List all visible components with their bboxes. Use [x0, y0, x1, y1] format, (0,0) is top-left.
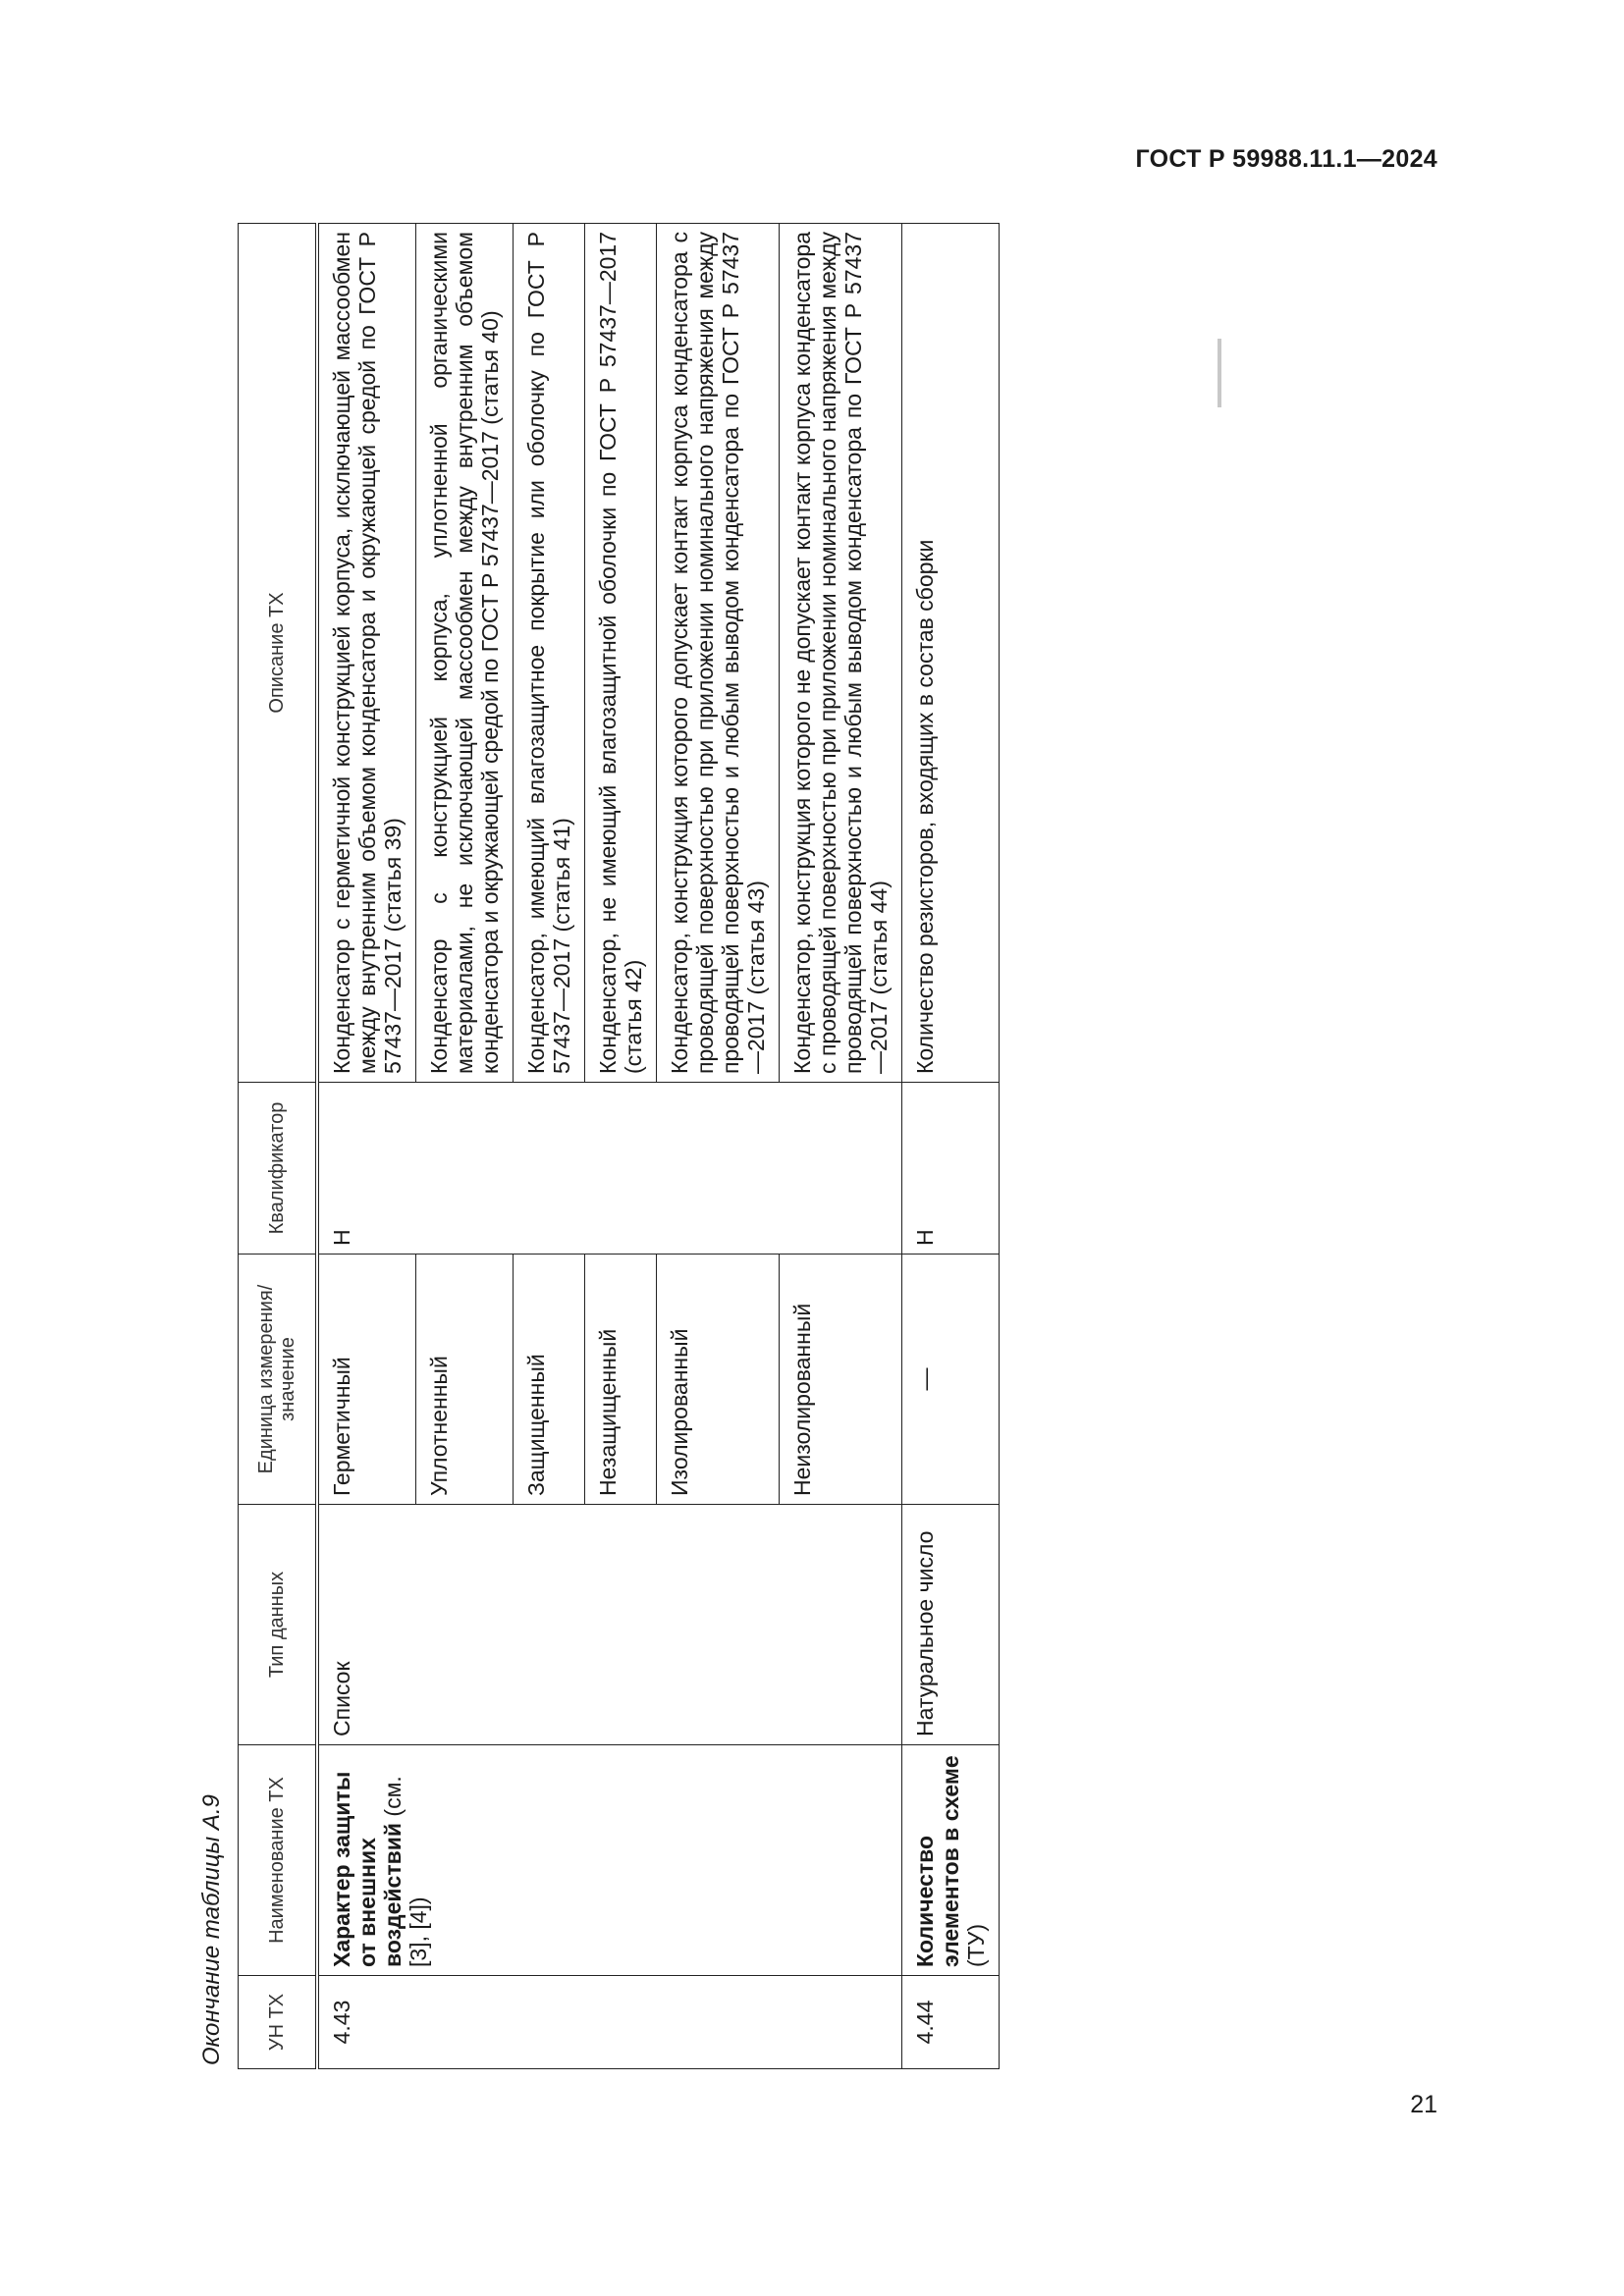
table-caption: Окончание таблицы А.9	[198, 1794, 225, 2065]
col-header-value: Единица измерения/ значение	[239, 1255, 318, 1505]
row-value: —	[902, 1255, 1000, 1505]
row-value: Защищенный	[514, 1255, 585, 1505]
row-description: Конденсатор с герметичной конструкцией корпуса, исключающей массообмен между внутренним объемом конденсатора и окружающей средой по ГОСТ Р 57437—2017 (статья 39)	[317, 224, 416, 1083]
row-description: Количество резисторов, входящих в состав сборки	[902, 224, 1000, 1083]
row-qualifier: Н	[317, 1083, 902, 1255]
table-row	[902, 224, 1000, 2069]
row-value: Незащищенный	[585, 1255, 657, 1505]
rotated-table-block	[187, 224, 1100, 2069]
standard-code: ГОСТ Р 59988.11.1—2024	[1135, 145, 1437, 173]
row-value: Герметичный	[317, 1255, 416, 1505]
row-data-type: Список	[317, 1505, 902, 1745]
row-name-title: Характер защиты от внешних воздействий	[329, 1771, 406, 1967]
row-value: Неизолированный	[780, 1255, 902, 1505]
row-data-type: Натуральное число	[902, 1505, 1000, 1745]
row-description: Конденсатор, не имеющий влагозащитной оболочки по ГОСТ Р 57437—2017 (статья 42)	[585, 224, 657, 1083]
row-description: Конденсатор, имеющий влагозащитное покрытие или оболочку по ГОСТ Р 57437—2017 (статья 41)	[514, 224, 585, 1083]
row-name-ref: (см. [3], [4])	[380, 1776, 431, 1967]
row-description: Конденсатор с конструкцией корпуса, уплотненной органическими материалами, не исключающей массообмен между внутренним объемом конденсатора и окружающей средой по ГОСТ Р 57437—2017 (статья 40)	[416, 224, 514, 1083]
row-name-title: Количество элементов в схеме	[912, 1755, 963, 1967]
row-description: Конденсатор, конструкция которого допускает контакт корпуса конденсатора с проводящей поверхностью при приложении номинального напряжения между проводящей поверхностью и любым выводом конденсатора по ГОСТ Р 57437—2017 (статья 43)	[657, 224, 780, 1083]
col-header-qualifier: Квалификатор	[239, 1083, 318, 1255]
row-name	[902, 1745, 1000, 1976]
characteristics-table	[238, 223, 1000, 2069]
table-header-row	[239, 224, 318, 2069]
row-value: Изолированный	[657, 1255, 780, 1505]
row-id: 4.43	[317, 1976, 902, 2069]
page-number: 21	[1410, 2091, 1437, 2118]
col-header-description: Описание ТХ	[239, 224, 318, 1083]
row-value: Уплотненный	[416, 1255, 514, 1505]
col-header-id: УН ТХ	[239, 1976, 318, 2069]
col-header-type: Тип данных	[239, 1505, 318, 1745]
table-row	[317, 224, 416, 2069]
row-name-ref: (ТУ)	[963, 1924, 989, 1967]
row-id: 4.44	[902, 1976, 1000, 2069]
margin-mark	[1218, 339, 1221, 407]
col-header-name: Наименование ТХ	[239, 1745, 318, 1976]
row-qualifier: Н	[902, 1083, 1000, 1255]
row-name	[317, 1745, 902, 1976]
row-description: Конденсатор, конструкция которого не допускает контакт корпуса конденсатора с проводящей поверхностью при приложении номинального напряжения между проводящей поверхностью и любым выводом конденсатора по ГОСТ Р 57437—2017 (статья 44)	[780, 224, 902, 1083]
